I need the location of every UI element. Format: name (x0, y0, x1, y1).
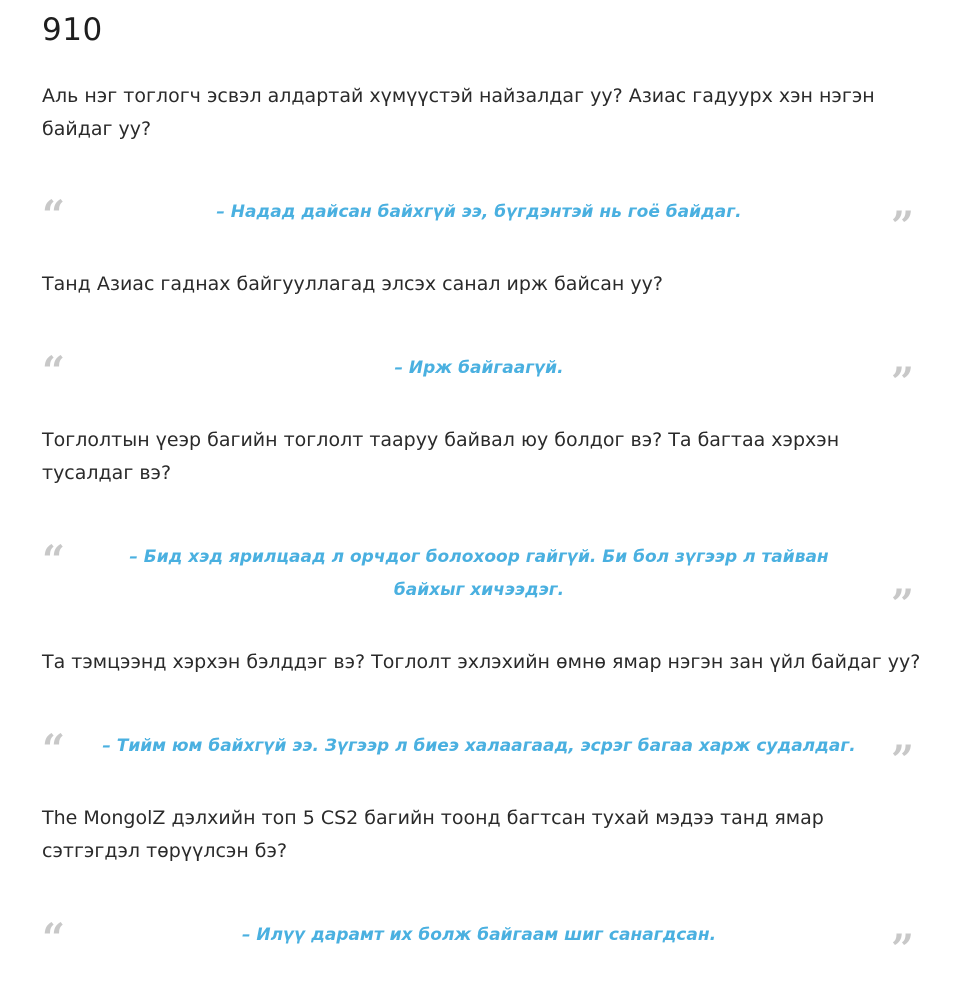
answer-quote (42, 537, 916, 628)
close-quote-icon: ” (890, 737, 914, 784)
answer-text: – Ирж байгаагүй. (394, 358, 564, 378)
question-text: Танд Азиас гаднах байгууллагад элсэх санал ирж байсан уу? (42, 273, 663, 295)
open-quote-icon: “ (42, 726, 66, 773)
answer-text: – Илүү дарамт их болж байгаам шиг санагдсан. (241, 925, 717, 945)
open-quote-icon: “ (42, 915, 66, 962)
answer-text: – Тийм юм байхгүй ээ. Зүгээр л биеэ халаагаад, эсрэг багаа харж судалдаг. (102, 736, 856, 756)
close-quote-icon: ” (890, 359, 914, 406)
question-text: The MongolZ дэлхийн топ 5 CS2 багийн тоонд багтсан тухай мэдээ танд ямар сэтгэгдэл төрүүлсэн бэ? (42, 807, 824, 862)
answer-quote (42, 726, 916, 784)
close-quote-icon: ” (890, 203, 914, 250)
close-quote-icon: ” (890, 581, 914, 628)
answer-text: – Бид хэд ярилцаад л орчдог болохоор гайгүй. Би бол зүгээр л тайван байхыг хичээдэг. (129, 547, 829, 600)
open-quote-icon: “ (42, 192, 66, 239)
open-quote-icon: “ (42, 537, 66, 584)
question-text: Та тэмцээнд хэрхэн бэлддэг вэ? Тоглолт эхлэхийн өмнө ямар нэгэн зан үйл байдаг уу? (42, 651, 921, 673)
question-text: Аль нэг тоглогч эсвэл алдартай хүмүүстэй найзалдаг уу? Азиас гадуурх хэн нэгэн байдаг уу? (42, 85, 875, 140)
answer-quote (42, 915, 916, 973)
open-quote-icon: “ (42, 348, 66, 395)
answer-quote (42, 348, 916, 406)
answer-quote (42, 192, 916, 250)
answer-text: – Надад дайсан байхгүй ээ, бүгдэнтэй нь гоё байдаг. (216, 202, 742, 222)
question-text: Тоглолтын үеэр багийн тоглолт тааруу байвал юу болдог вэ? Та багтаа хэрхэн тусалдаг вэ? (42, 429, 840, 484)
page-number: 910 (42, 12, 103, 48)
close-quote-icon: ” (890, 926, 914, 973)
